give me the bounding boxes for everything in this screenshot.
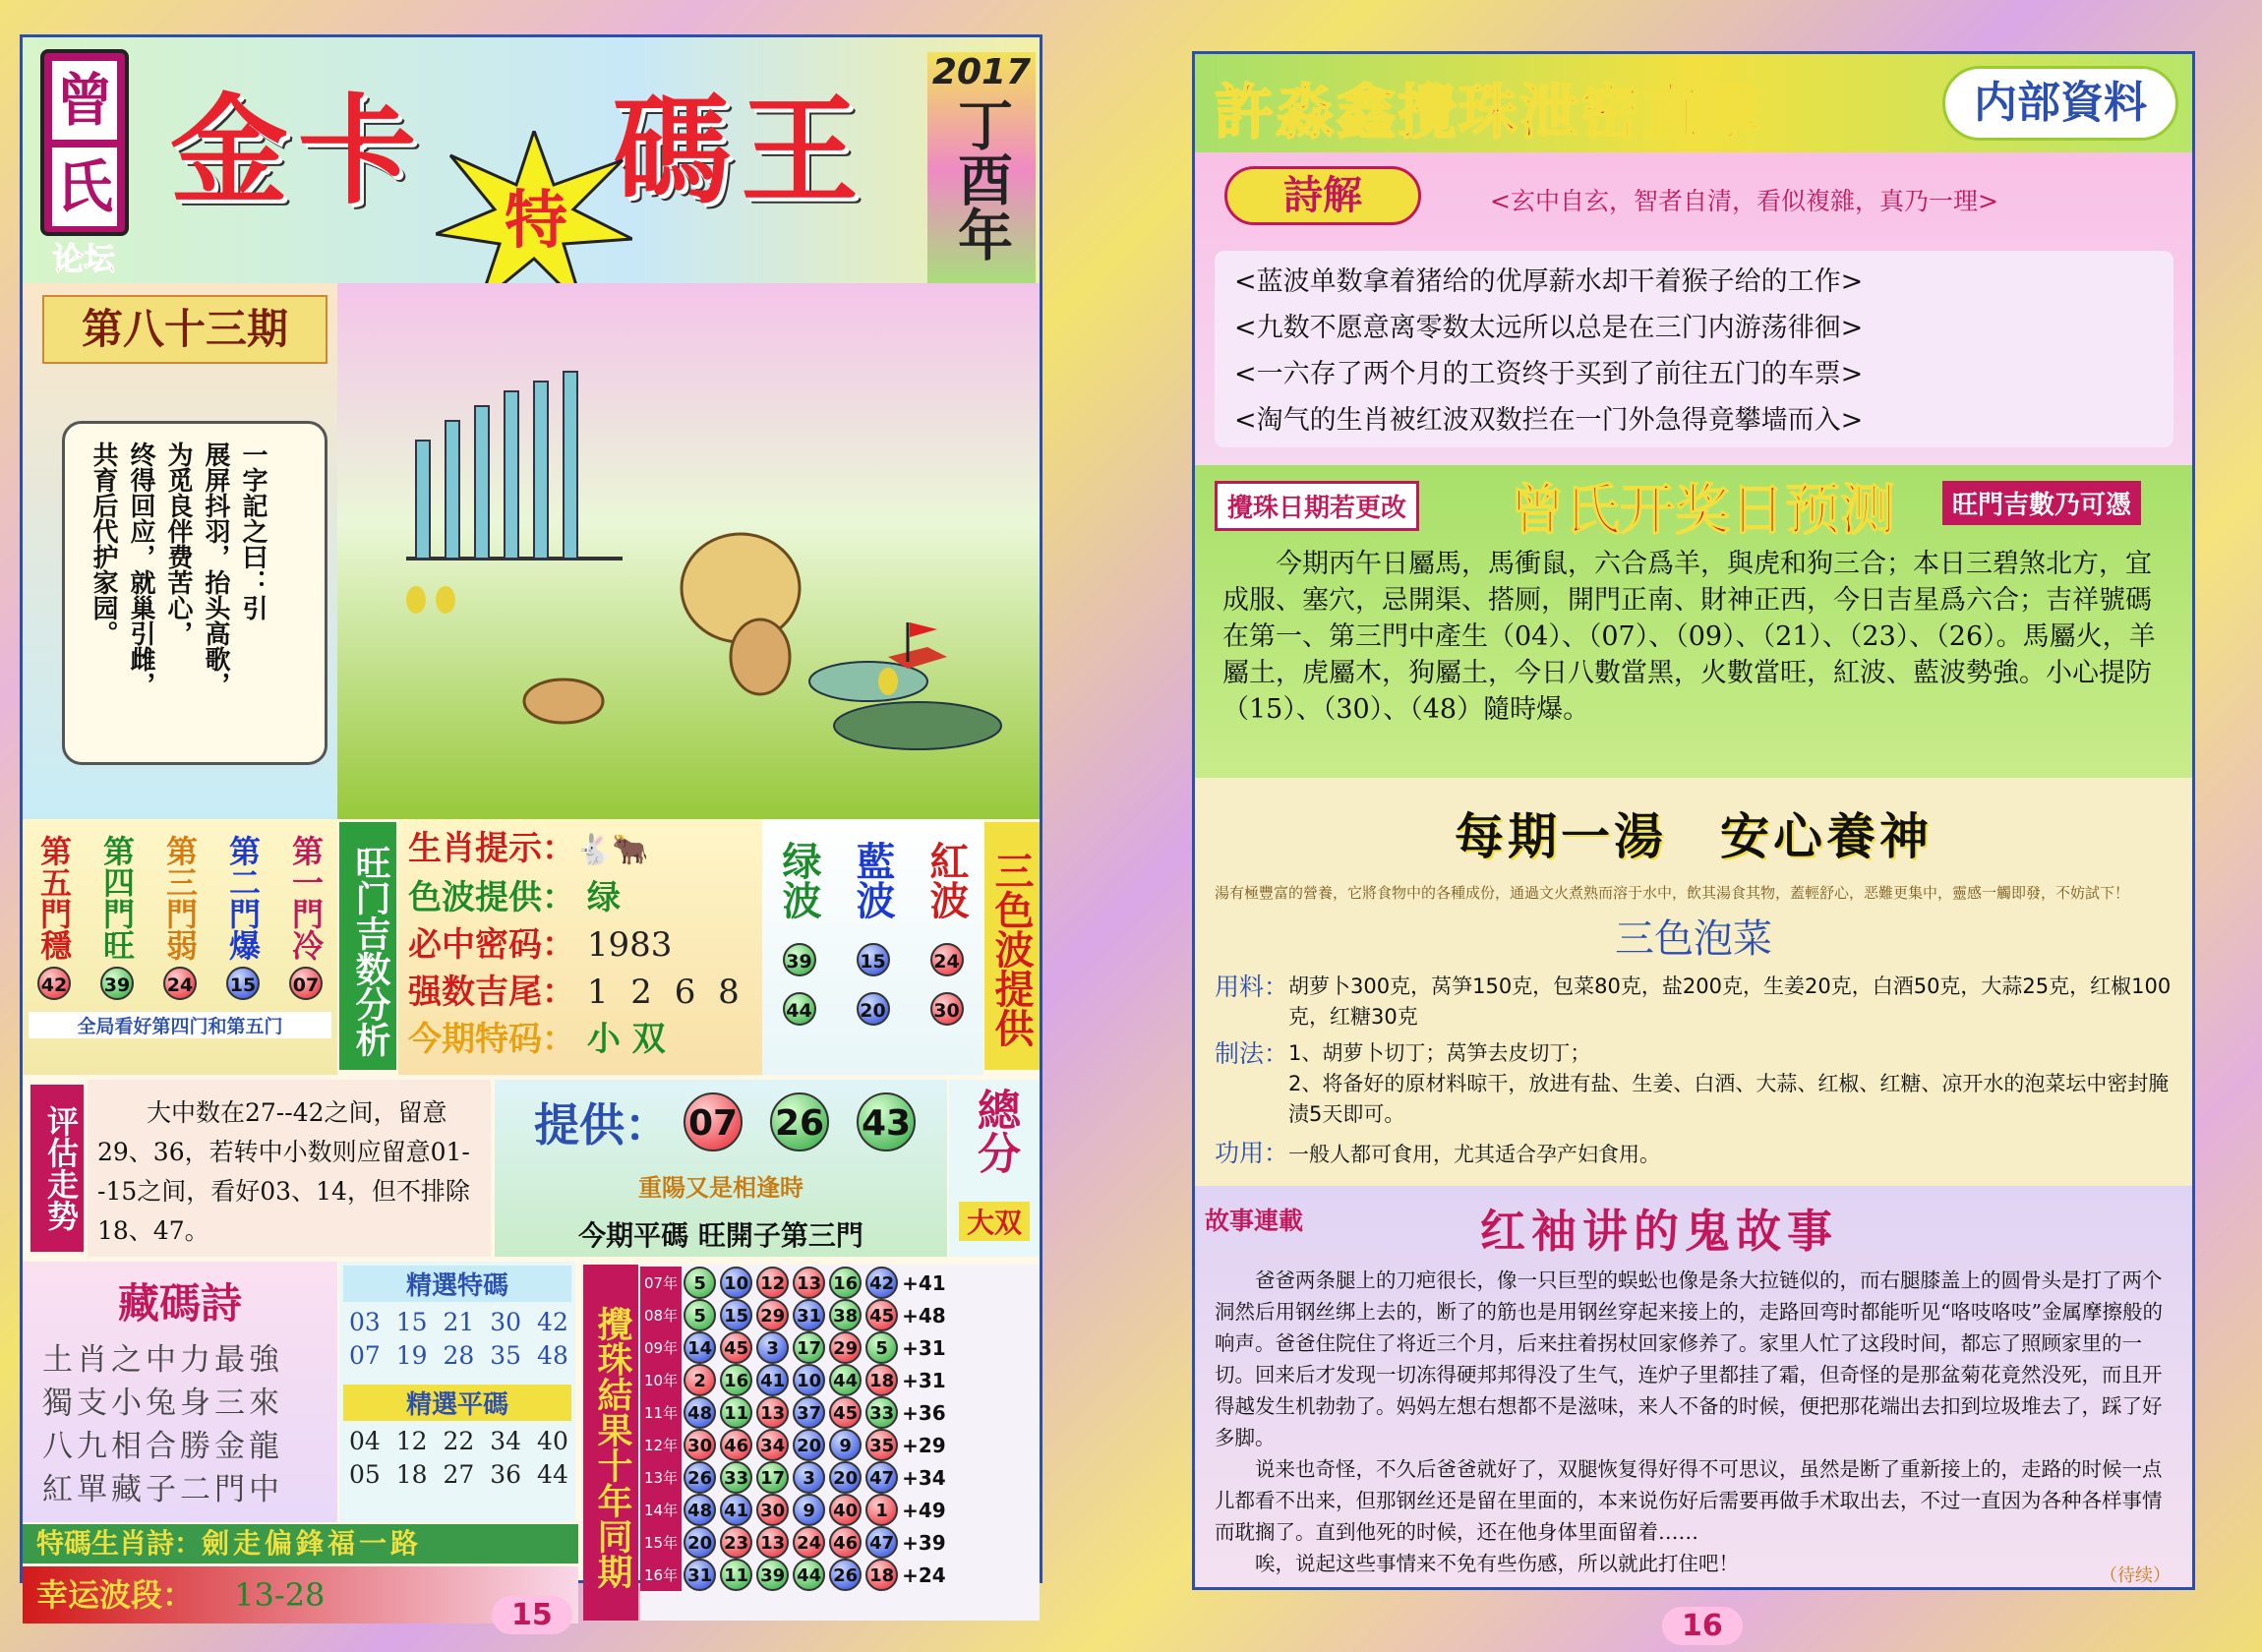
history-ball: 45 bbox=[720, 1331, 752, 1364]
history-ball: 1 bbox=[865, 1494, 898, 1526]
history-ball: 41 bbox=[756, 1364, 789, 1396]
history-row bbox=[640, 1364, 948, 1396]
history-ball: 12 bbox=[756, 1267, 789, 1299]
poem-text: 土肖之中力最強 獨支小兔身三來 八九相合勝金龍 紅單藏子二門中 bbox=[42, 1342, 283, 1507]
history-special: +36 bbox=[902, 1400, 946, 1425]
history-ball: 29 bbox=[829, 1331, 862, 1364]
soup-intro: 湯有極豐富的營養，它將食物中的各種成份，通過文火煮熟而溶于水中，飲其湯食其物，蓋輕舒心，恶難更集中，靈感一觸即發，不妨試下！ bbox=[1215, 884, 2130, 902]
forum-label: 论坛 bbox=[52, 240, 116, 277]
door-ball: 07 bbox=[289, 967, 323, 1000]
history-ball: 18 bbox=[865, 1364, 898, 1396]
door-1: 第一門冷 07 bbox=[283, 829, 328, 1000]
history-row bbox=[640, 1559, 948, 1591]
history-special: +31 bbox=[902, 1368, 946, 1392]
history-ball: 17 bbox=[756, 1461, 789, 1494]
history-ball: 40 bbox=[829, 1494, 862, 1526]
history-ball: 20 bbox=[829, 1461, 862, 1494]
door-3: 第三門弱 24 bbox=[157, 829, 203, 1000]
doors-row bbox=[23, 819, 337, 1000]
peacock-picture bbox=[337, 283, 1040, 819]
history-year: 11年 bbox=[640, 1396, 682, 1429]
history-ball: 46 bbox=[720, 1429, 752, 1461]
history-ball: 31 bbox=[684, 1559, 716, 1591]
history-special: +49 bbox=[902, 1498, 946, 1522]
story-panel bbox=[1195, 1186, 2192, 1587]
provide-ball: 26 bbox=[770, 1092, 829, 1151]
doors-panel bbox=[23, 819, 337, 1075]
history-ball: 41 bbox=[720, 1494, 752, 1526]
picks-panel bbox=[339, 1262, 575, 1522]
history-ball: 13 bbox=[793, 1267, 825, 1299]
history-ball: 47 bbox=[865, 1461, 898, 1494]
history-year: 09年 bbox=[640, 1331, 682, 1364]
history-row bbox=[640, 1429, 948, 1461]
forecast-text: 今期丙午日屬馬，馬衝鼠，六合爲羊，與虎和狗三合；本日三碧煞北方，宜成服、塞穴，忌開渠、搭厕，開門正南、財神正西，今日吉星爲六合；吉祥號碼在第一、第三門中產生（04）、（07）、（09）、（21）、（23）、（26）。馬屬火，羊屬土，虎屬木，狗屬土，今日八數當黑，火數當旺，紅波、藍波勢強。小心提防（15）、（30）、（48）隨時爆。 bbox=[1222, 549, 2156, 725]
history-ball: 18 bbox=[865, 1559, 898, 1591]
history-year: 12年 bbox=[640, 1429, 682, 1461]
poem-lines: <蓝波单数拿着猪给的优厚薪水却干着猴子给的工作> <九数不愿意离零数太远所以总是在三门内游荡徘徊> <一六存了两个月的工资终于买到了前往五门的车票> <淘气的生肖被红波双数拦在一门外急得竟攀墙而入> bbox=[1234, 266, 1864, 436]
issue-title: 第八十三期 bbox=[42, 295, 327, 364]
provide-ball: 43 bbox=[857, 1092, 916, 1151]
history-ball: 9 bbox=[829, 1429, 862, 1461]
story-text: 爸爸两条腿上的刀疤很长，像一只巨型的蜈蚣也像是条大拉链似的，而右腿膝盖上的圆骨头是打了两个洞然后用钢丝绑上去的，断了的筋也是用钢丝穿起来接上的，走路回弯时都能听见“咯吱咯吱”金属摩擦般的响声。爸爸住院住了将近三个月，后来拄着拐杖回家修养了。家里人忙了这段时间，都忘了照顾家里的一切。回来后才发现一切冻得硬邦邦得没了生气，连炉子里都挂了霜，但奇怪的是那盆菊花竟然没死，而且开得越发生机勃勃了。妈妈左想右想都不是滋味，来人不备的时候，便把那花端出去扣到垃圾堆去了，踩了好多脚。 说来也奇怪，不久后爸爸就好了，双腿恢复得好得不可思议，虽然是断了重新接上的，走路的时候一点儿都看不出来，但那钢丝还是留在里面的，本来说伤好后需要再做手术取出去，不过一直因为各种各样事情而耽搁了。直到他死的时候，还在他身体里面留着…… 唉，说起这些事情来不免有些伤感，所以就此打住吧！ bbox=[1215, 1268, 2163, 1575]
history-row bbox=[640, 1494, 948, 1526]
history-ball: 33 bbox=[720, 1461, 752, 1494]
history-ball: 42 bbox=[865, 1267, 898, 1299]
analysis-vertical: 旺门吉数分析 bbox=[339, 822, 396, 1070]
total-value: 大双 bbox=[959, 1202, 1030, 1241]
history-row bbox=[640, 1299, 948, 1331]
spec-numbers: 03 15 21 30 42 07 19 28 35 48 bbox=[349, 1308, 568, 1370]
left-page bbox=[20, 34, 1042, 1614]
history-year: 13年 bbox=[640, 1461, 682, 1494]
history-ball: 20 bbox=[684, 1526, 716, 1559]
dish-name: 三色泡菜 bbox=[1615, 916, 1772, 962]
page-number-left: 15 bbox=[492, 1596, 572, 1634]
title-badge: 特 bbox=[505, 184, 567, 258]
tip-color: 色波提供： 绿 bbox=[408, 878, 621, 917]
tag-right: 旺門吉數乃可憑 bbox=[1942, 481, 2141, 525]
right-banner bbox=[1195, 54, 2192, 152]
provide-panel bbox=[495, 1080, 947, 1257]
door-5: 第五門穩 42 bbox=[31, 829, 77, 1000]
page-number-right: 16 bbox=[1662, 1607, 1743, 1645]
history-row bbox=[640, 1331, 948, 1364]
lucky-bar: 幸运波段： 13-28 bbox=[23, 1566, 578, 1623]
wave-ball: 20 bbox=[857, 992, 890, 1026]
assess-text: 大中数在27--42之间，留意29、36，若转中小数则应留意01--15之间，看好03、14，但不排除18、47。 bbox=[88, 1080, 491, 1257]
poem-title: 藏碼詩 bbox=[117, 1279, 242, 1328]
banner-badge: 内部資料 bbox=[1942, 66, 2178, 141]
year-panel bbox=[927, 52, 1036, 288]
history-ball: 44 bbox=[829, 1364, 862, 1396]
history-ball: 26 bbox=[684, 1461, 716, 1494]
scroll bbox=[62, 421, 327, 765]
wave-ball: 44 bbox=[783, 992, 816, 1026]
history-ball: 34 bbox=[756, 1429, 789, 1461]
history-special: +29 bbox=[902, 1433, 946, 1457]
poem-motto: <玄中自玄，智者自清，看似複雜，真乃一理> bbox=[1490, 187, 1998, 215]
history-ball: 23 bbox=[720, 1526, 752, 1559]
tips-list bbox=[398, 819, 762, 1069]
zodiac-poem-bar: 特碼生肖詩：劍走偏鋒福一路 bbox=[23, 1524, 578, 1564]
history-ball: 16 bbox=[720, 1364, 752, 1396]
total-panel bbox=[949, 1080, 1040, 1257]
doors-note: 全局看好第四门和第五门 bbox=[29, 1012, 331, 1038]
history-ball: 44 bbox=[793, 1559, 825, 1591]
history-ball: 10 bbox=[793, 1364, 825, 1396]
forecast-panel bbox=[1195, 465, 2192, 778]
history-ball: 10 bbox=[720, 1267, 752, 1299]
history-ball: 2 bbox=[684, 1364, 716, 1396]
history-ball: 14 bbox=[684, 1331, 716, 1364]
title-part1: 金卡 bbox=[170, 82, 426, 220]
history-special: +24 bbox=[902, 1563, 946, 1587]
right-page bbox=[1192, 51, 2195, 1590]
history-ball: 26 bbox=[829, 1559, 862, 1591]
total-label: 總分 bbox=[970, 1088, 1020, 1174]
provide-line1: 重陽又是相逢時 bbox=[638, 1173, 804, 1202]
year-number: 2017 bbox=[931, 52, 1032, 92]
ingredients: 用料： 胡萝卜300克，莴笋150克，包菜80克，盐200克，生姜20克，白酒50克，大蒜25克，红椒100克，红糖30克 bbox=[1215, 973, 2172, 1029]
history-ball: 48 bbox=[684, 1494, 716, 1526]
history-ball: 15 bbox=[720, 1299, 752, 1331]
history-ball: 20 bbox=[793, 1429, 825, 1461]
history-ball: 5 bbox=[865, 1331, 898, 1364]
history-ball: 35 bbox=[865, 1429, 898, 1461]
history-ball: 5 bbox=[684, 1299, 716, 1331]
wave-ball: 24 bbox=[930, 943, 964, 976]
poem-explain bbox=[1195, 152, 2192, 465]
history-ball: 47 bbox=[865, 1526, 898, 1559]
wave-ball: 39 bbox=[783, 943, 816, 976]
door-4: 第四門旺 39 bbox=[94, 829, 140, 1000]
history-row bbox=[640, 1526, 948, 1559]
rabbit-ox-icon: 🐇🐂 bbox=[575, 833, 649, 867]
history-year: 07年 bbox=[640, 1267, 682, 1299]
history-year: 15年 bbox=[640, 1526, 682, 1559]
scroll-text: 一字記之曰：引 展屏抖羽，抬头高歌， 为觅良伴费苦心， 终得回应，就巢引雌， 共育后代护家园。 bbox=[89, 442, 268, 697]
history-ball: 31 bbox=[793, 1299, 825, 1331]
tag-left: 攪珠日期若更改 bbox=[1215, 481, 1419, 531]
history-ball: 9 bbox=[793, 1494, 825, 1526]
door-ball: 42 bbox=[37, 967, 71, 1000]
history-special: +31 bbox=[902, 1335, 946, 1360]
history-ball: 17 bbox=[793, 1331, 825, 1364]
tip-zodiac: 生肖提示：🐇🐂 bbox=[408, 829, 649, 868]
story-tag: 故事連載 bbox=[1205, 1207, 1304, 1235]
history-row bbox=[640, 1267, 948, 1299]
title-part2: 碼王 bbox=[613, 82, 868, 220]
poem-panel bbox=[23, 1262, 337, 1522]
brand-logo bbox=[40, 49, 129, 236]
history-ball: 33 bbox=[865, 1396, 898, 1429]
history-ball: 39 bbox=[756, 1559, 789, 1591]
history-special: +34 bbox=[902, 1465, 946, 1490]
year-chars: 丁酉年 bbox=[949, 96, 1014, 262]
history-ball: 16 bbox=[829, 1267, 862, 1299]
history-ball: 29 bbox=[756, 1299, 789, 1331]
door-ball: 24 bbox=[163, 967, 197, 1000]
soup-panel bbox=[1195, 778, 2192, 1186]
wave-ball: 15 bbox=[857, 943, 890, 976]
provide-label: 提供： bbox=[534, 1098, 670, 1151]
history-ball: 3 bbox=[793, 1461, 825, 1494]
history-year: 08年 bbox=[640, 1299, 682, 1331]
waves-panel bbox=[762, 819, 983, 1075]
soup-title: 每期一湯 安心養神 bbox=[1455, 807, 1933, 865]
waves-vertical: 三色波提供 bbox=[984, 822, 1040, 1070]
story-continued: （待续） bbox=[2100, 1565, 2171, 1586]
history-ball: 11 bbox=[720, 1396, 752, 1429]
tip-tail: 强数吉尾： 1 2 6 8 bbox=[408, 973, 745, 1012]
history-year: 16年 bbox=[640, 1559, 682, 1591]
history-ball: 5 bbox=[684, 1267, 716, 1299]
forecast-headline: 曾氏开奖日预测 bbox=[1510, 478, 1895, 543]
provide-ball: 07 bbox=[684, 1092, 743, 1151]
history-ball: 45 bbox=[829, 1396, 862, 1429]
history-year: 10年 bbox=[640, 1364, 682, 1396]
history-ball: 11 bbox=[720, 1559, 752, 1591]
history-ball: 45 bbox=[865, 1299, 898, 1331]
history-ball: 13 bbox=[756, 1396, 789, 1429]
history-table bbox=[640, 1265, 1040, 1621]
history-ball: 30 bbox=[756, 1494, 789, 1526]
banner-title: 許淼鑫攪珠泄密直擊 bbox=[1215, 79, 1763, 148]
history-ball: 46 bbox=[829, 1526, 862, 1559]
poem-tag: 詩解 bbox=[1224, 166, 1421, 225]
door-2: 第二門爆 15 bbox=[220, 829, 266, 1000]
history-ball: 3 bbox=[756, 1331, 789, 1364]
history-special: +41 bbox=[902, 1270, 946, 1295]
history-row bbox=[640, 1396, 948, 1429]
flat-title: 精選平碼 bbox=[343, 1385, 571, 1421]
history-ball: 37 bbox=[793, 1396, 825, 1429]
tip-code: 必中密码： 1983 bbox=[408, 925, 673, 965]
assess-vertical: 评估走势 bbox=[30, 1085, 84, 1252]
tip-special: 今期特码： 小 双 bbox=[408, 1020, 666, 1059]
wave-ball: 30 bbox=[930, 992, 964, 1026]
history-vertical: 攪珠結果十年同期 bbox=[583, 1265, 638, 1621]
wave-red: 紅波 24 30 bbox=[919, 831, 975, 1026]
spec-title: 精選特碼 bbox=[343, 1266, 571, 1302]
history-special: +48 bbox=[902, 1303, 946, 1328]
history-ball: 30 bbox=[684, 1429, 716, 1461]
door-ball: 39 bbox=[100, 967, 134, 1000]
history-ball: 38 bbox=[829, 1299, 862, 1331]
flat-numbers: 04 12 22 34 40 05 18 27 36 44 bbox=[349, 1427, 568, 1489]
brand-top: 曾 bbox=[52, 61, 117, 140]
history-ball: 48 bbox=[684, 1396, 716, 1429]
history-special: +39 bbox=[902, 1530, 946, 1555]
puzzle-illustration bbox=[337, 283, 1040, 819]
history-row bbox=[640, 1461, 948, 1494]
door-ball: 15 bbox=[226, 967, 260, 1000]
brand-bottom: 氏 bbox=[52, 148, 117, 226]
history-ball: 13 bbox=[756, 1526, 789, 1559]
tips-panel bbox=[398, 819, 762, 1075]
usage: 功用：一般人都可食用，尤其适合孕产妇食用。 bbox=[1215, 1139, 1661, 1167]
wave-green: 绿波 39 44 bbox=[771, 831, 827, 1026]
history-ball: 24 bbox=[793, 1526, 825, 1559]
provide-line2: 今期平碼 旺開子第三門 bbox=[578, 1219, 863, 1252]
wave-blue: 藍波 15 20 bbox=[845, 831, 901, 1026]
method: 制法： 1、胡萝卜切丁；莴笋去皮切丁； 2、将备好的原材料晾干，放进有盐、生姜、白酒、大蒜、红椒、红糖、凉开水的泡菜坛中密封腌渍5天即可。 bbox=[1215, 1039, 2170, 1126]
history-year: 14年 bbox=[640, 1494, 682, 1526]
story-title: 红袖讲的鬼故事 bbox=[1480, 1205, 1838, 1258]
